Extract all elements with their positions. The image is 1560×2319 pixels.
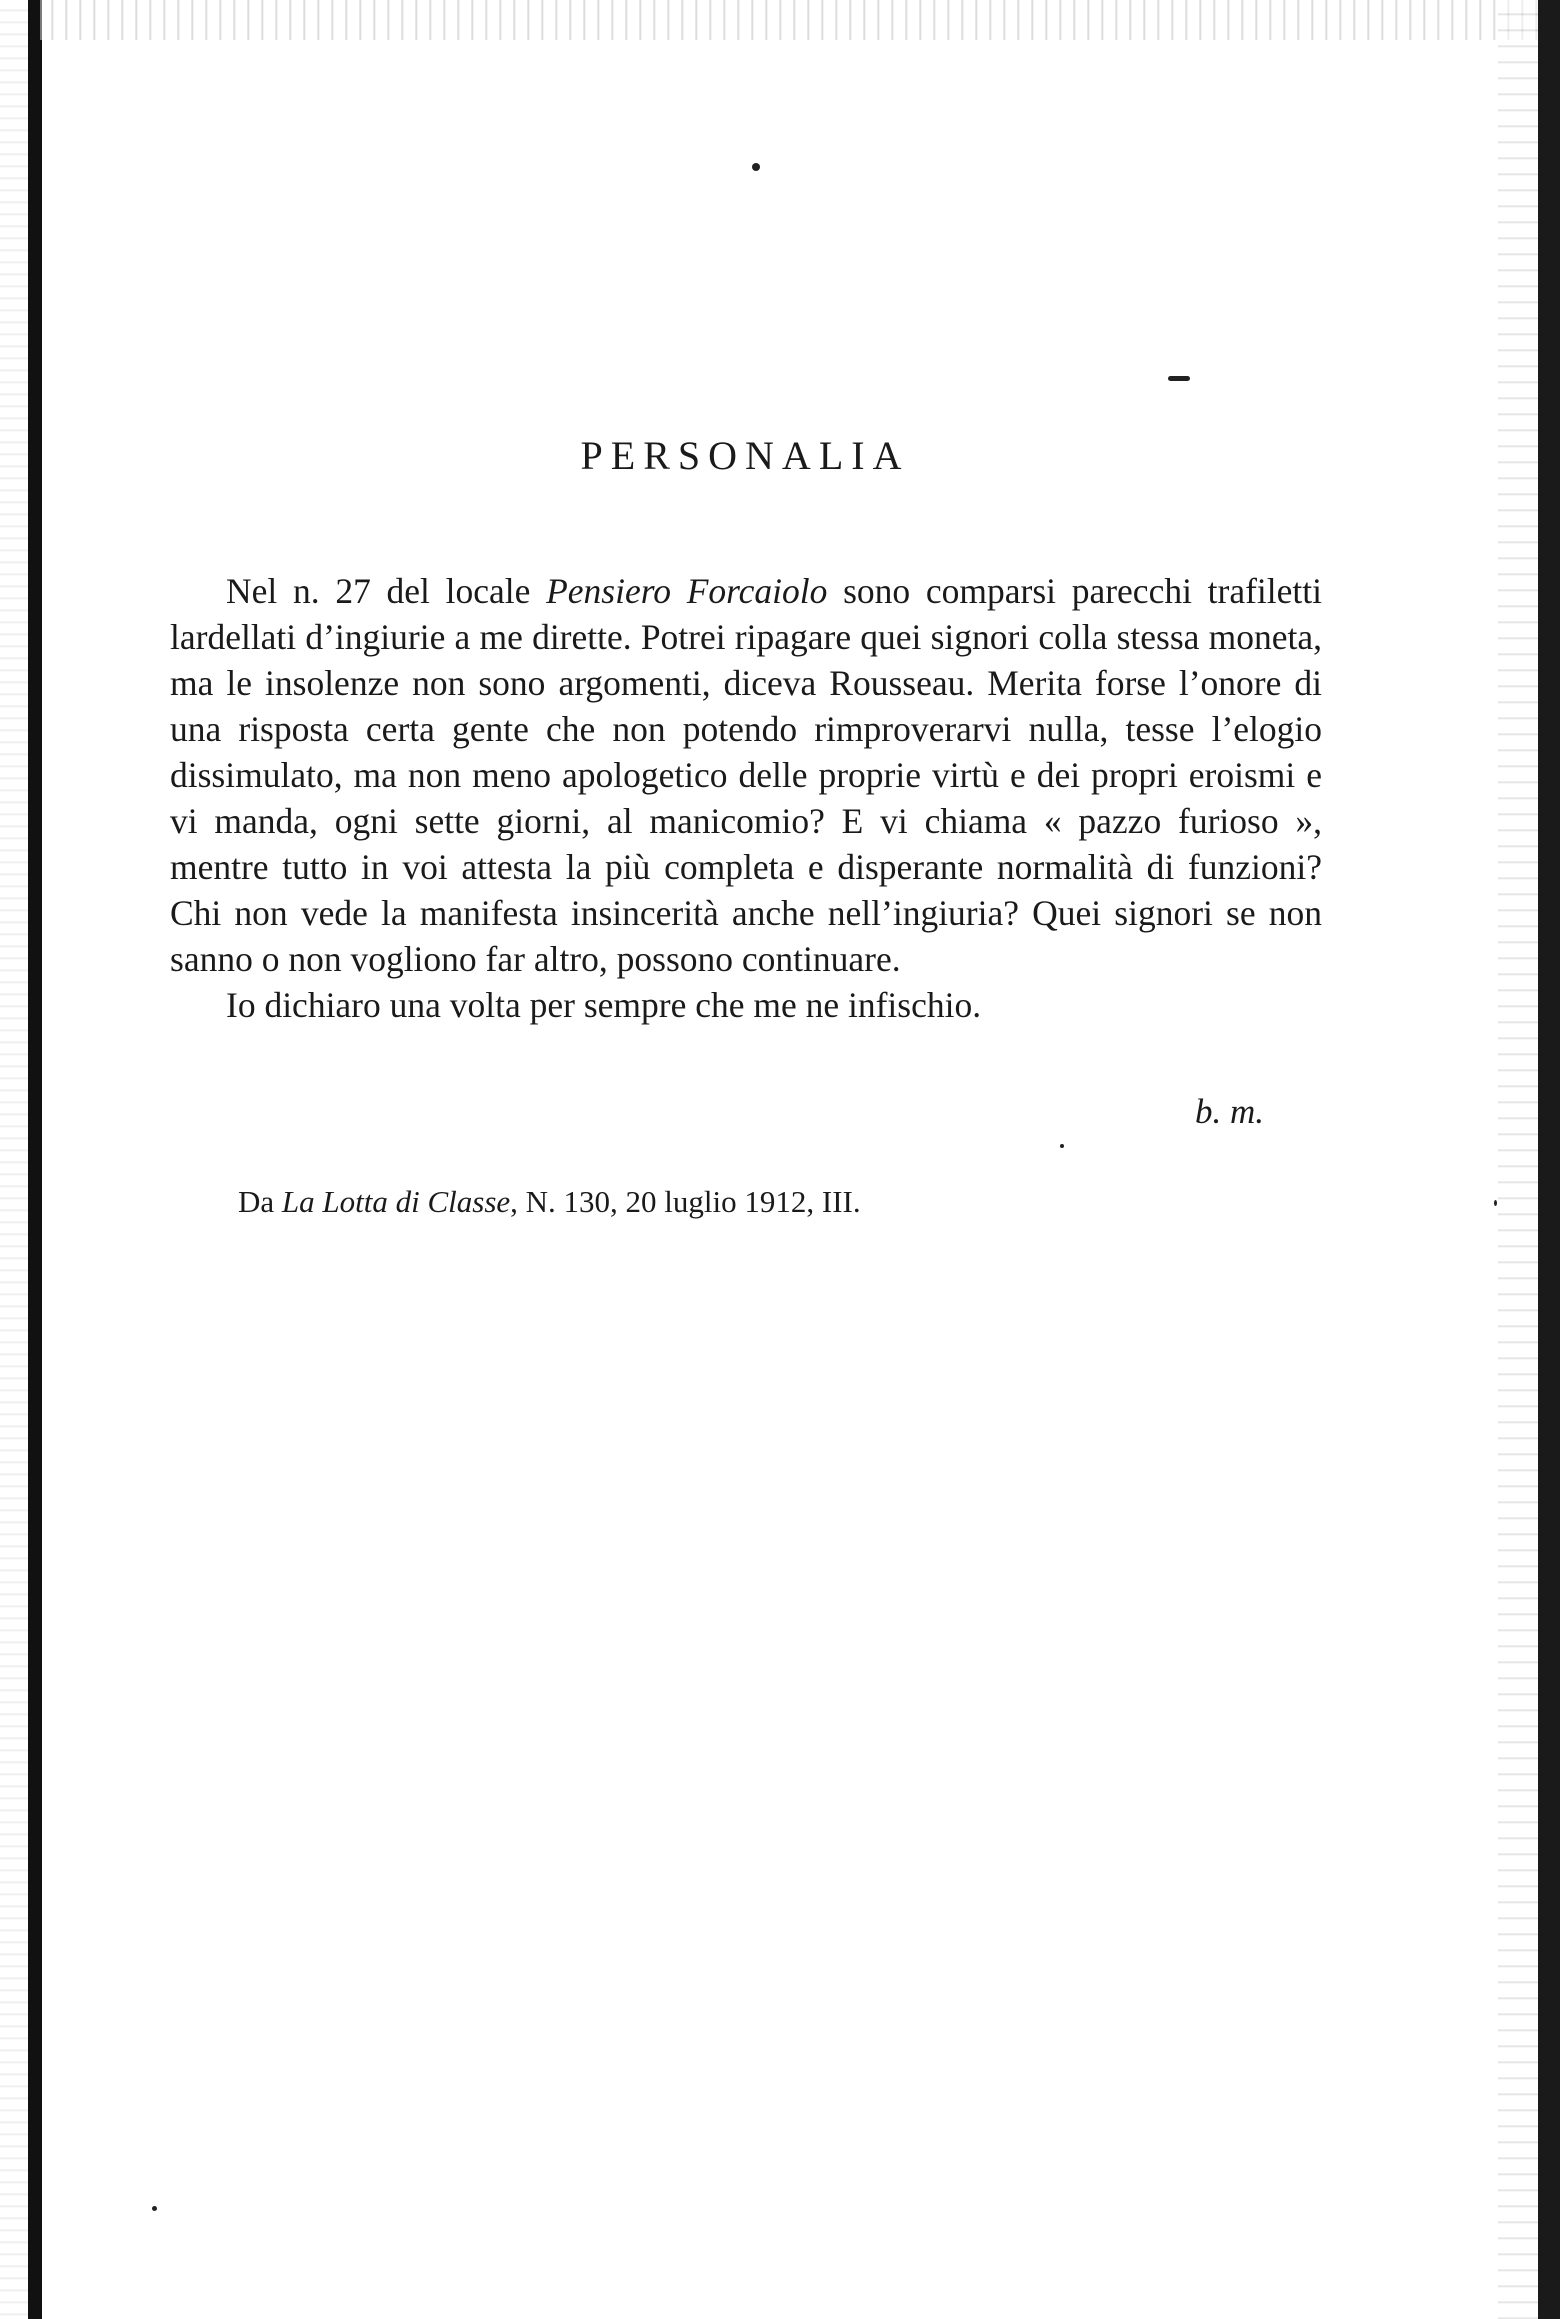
scan-mark — [1168, 376, 1190, 381]
article-body — [170, 568, 1322, 1028]
page-title: PERSONALIA — [580, 433, 910, 478]
paragraph — [170, 568, 1322, 982]
source-details: , N. 130, 20 luglio 1912, III. — [510, 1184, 861, 1219]
scan-mark — [752, 163, 760, 171]
newspaper-title: Pensiero Forcaiolo — [546, 571, 828, 611]
right-scan-edge — [1538, 0, 1560, 2319]
binding-shadow — [0, 0, 28, 2319]
top-scan-noise — [40, 0, 1540, 40]
binding-edge — [28, 0, 42, 2319]
scan-mark — [1060, 1144, 1064, 1148]
scan-mark — [152, 2206, 157, 2211]
source-publication: La Lotta di Classe — [281, 1184, 511, 1219]
right-scan-noise — [1498, 0, 1538, 2319]
paragraph: Io dichiaro una volta per sempre che me ne infischio. — [226, 985, 982, 1025]
paragraph-text: Nel n. 27 del locale — [226, 571, 547, 611]
paragraph-text: sono comparsi parecchi trafiletti lardellati d’ingiurie a me dirette. Potrei ripagare quei signori colla stessa moneta, ma le insolenze non sono argomenti, diceva Rousseau. Merita forse l’onore di una risposta certa gente che non potendo rimproverarvi nulla, tesse l’elogio dissimulato, ma non meno apologetico delle proprie virtù e dei propri eroismi e vi manda, ogni sette giorni, al manicomio? E vi chiama « pazzo furioso », mentre tutto in voi attesta la più completa e disperante normalità di funzioni? Chi non vede la manifesta insincerità anche nell’ingiuria? Quei signori se non sanno o non vogliono far altro, possono continuare. — [170, 571, 1322, 979]
signature: b. m. — [1194, 1092, 1264, 1131]
scan-mark — [1494, 1200, 1497, 1206]
source-citation — [238, 1184, 861, 1220]
source-prefix: Da — [238, 1184, 282, 1219]
